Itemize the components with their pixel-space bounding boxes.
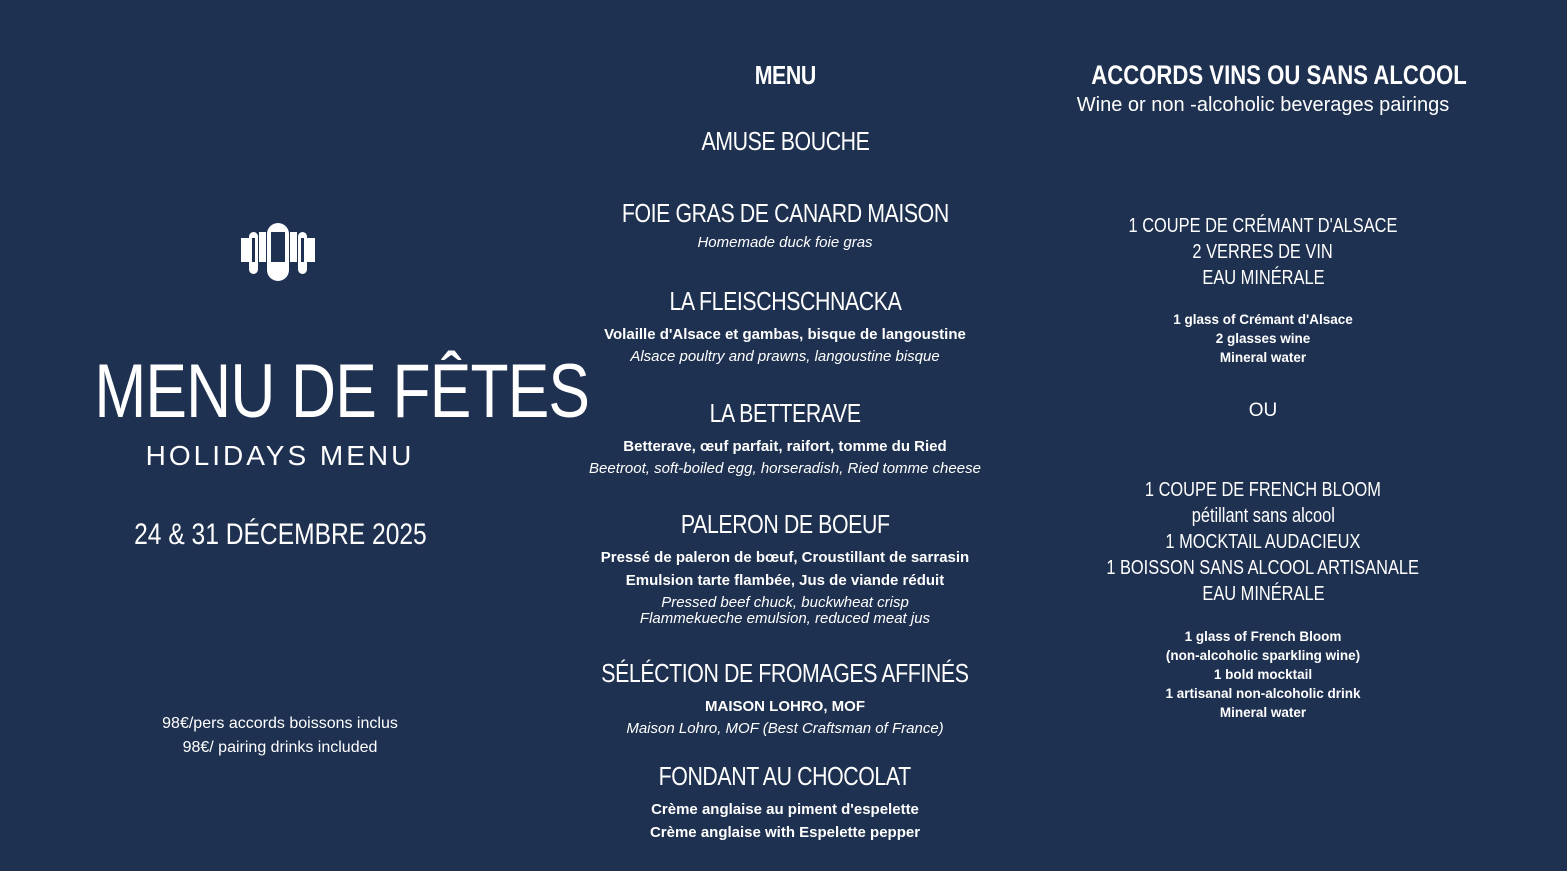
pairing-item: 1 glass of French Bloom — [1184, 629, 1342, 644]
pairings-heading — [1050, 60, 1476, 91]
course — [560, 507, 1010, 627]
course-description: MAISON LOHRO, MOF — [705, 698, 865, 715]
pairings-subheading: Wine or non -alcoholic beverages pairings — [1076, 94, 1450, 116]
course-description: Emulsion tarte flambée, Jus de viande réduit — [625, 572, 945, 589]
course-description: Crème anglaise with Espelette pepper — [649, 824, 921, 841]
pairing-item: pétillant sans alcool — [1191, 505, 1335, 527]
course-title: FOIE GRAS DE CANARD MAISON — [621, 198, 949, 228]
logo-icon — [238, 222, 322, 282]
course — [560, 196, 1010, 251]
pairing-item: 2 VERRES DE VIN — [1192, 241, 1334, 263]
menu-title — [40, 348, 590, 435]
course — [560, 396, 1010, 477]
course-translation: Homemade duck foie gras — [697, 234, 873, 251]
pairing-item: 1 BOISSON SANS ALCOOL ARTISANALE — [1106, 557, 1420, 579]
course — [560, 759, 1010, 844]
pairing-item: Mineral water — [1219, 350, 1307, 365]
course-translation: Alsace poultry and prawns, langoustine bisque — [630, 348, 940, 365]
menu-heading-text: MENU — [754, 60, 816, 90]
course — [560, 124, 1010, 163]
price-en: 98€/ pairing drinks included — [182, 739, 378, 756]
course-title: LA FLEISCHSCHNACKA — [669, 286, 901, 316]
pairing-item: 1 bold mocktail — [1213, 667, 1313, 682]
menu-dates — [40, 518, 520, 552]
course-title: FONDANT AU CHOCOLAT — [658, 761, 912, 791]
course-translation: Pressed beef chuck, buckwheat crisp — [661, 594, 909, 611]
course-translation: Beetroot, soft-boiled egg, horseradish, Ried tomme cheese — [589, 460, 981, 477]
course-title: LA BETTERAVE — [709, 398, 861, 428]
pairing-item: 1 glass of Crémant d'Alsace — [1173, 312, 1353, 327]
pairing-item: 1 COUPE DE CRÉMANT D'ALSACE — [1128, 215, 1398, 237]
course — [560, 656, 1010, 737]
course-description: Betterave, œuf parfait, raifort, tomme du Ried — [623, 438, 947, 455]
pairing-item: 1 artisanal non-alcoholic drink — [1165, 686, 1361, 701]
dates-text: 24 & 31 DÉCEMBRE 2025 — [133, 518, 427, 551]
pairing-item: EAU MINÉRALE — [1201, 583, 1325, 605]
price-info — [40, 712, 520, 760]
menu-title-text: MENU DE FÊTES — [94, 349, 590, 434]
course-translation: Maison Lohro, MOF (Best Craftsman of France) — [626, 720, 944, 737]
option2-fr — [1050, 477, 1476, 607]
pairing-item: EAU MINÉRALE — [1201, 267, 1325, 289]
pairing-item: (non-alcoholic sparkling wine) — [1165, 648, 1361, 663]
course-description: Volaille d'Alsace et gambas, bisque de langoustine — [604, 326, 966, 343]
option1-en — [1050, 310, 1476, 367]
option2-en — [1050, 627, 1476, 722]
course — [560, 284, 1010, 365]
course-description: Pressé de paleron de bœuf, Croustillant de sarrasin — [600, 549, 970, 566]
option1-fr — [1050, 213, 1476, 291]
course-description: Crème anglaise au piment d'espelette — [651, 801, 919, 818]
course-translation: Flammekueche emulsion, reduced meat jus — [639, 610, 931, 627]
menu-heading — [560, 60, 1010, 91]
menu-subtitle: HOLIDAYS MENU — [145, 440, 415, 471]
pairing-item: Mineral water — [1219, 705, 1307, 720]
price-fr: 98€/pers accords boissons inclus — [162, 715, 398, 732]
or-separator: OU — [1248, 400, 1278, 421]
pairing-item: 1 MOCKTAIL AUDACIEUX — [1165, 531, 1361, 553]
pairings-heading-text: ACCORDS VINS OU SANS ALCOOL — [1091, 60, 1467, 90]
pairing-item: 2 glasses wine — [1215, 331, 1311, 346]
course-title: AMUSE BOUCHE — [700, 126, 870, 156]
pairing-item: 1 COUPE DE FRENCH BLOOM — [1144, 479, 1382, 501]
course-title: SÉLÉCTION DE FROMAGES AFFINÉS — [601, 658, 969, 688]
course-title: PALERON DE BOEUF — [680, 509, 890, 539]
